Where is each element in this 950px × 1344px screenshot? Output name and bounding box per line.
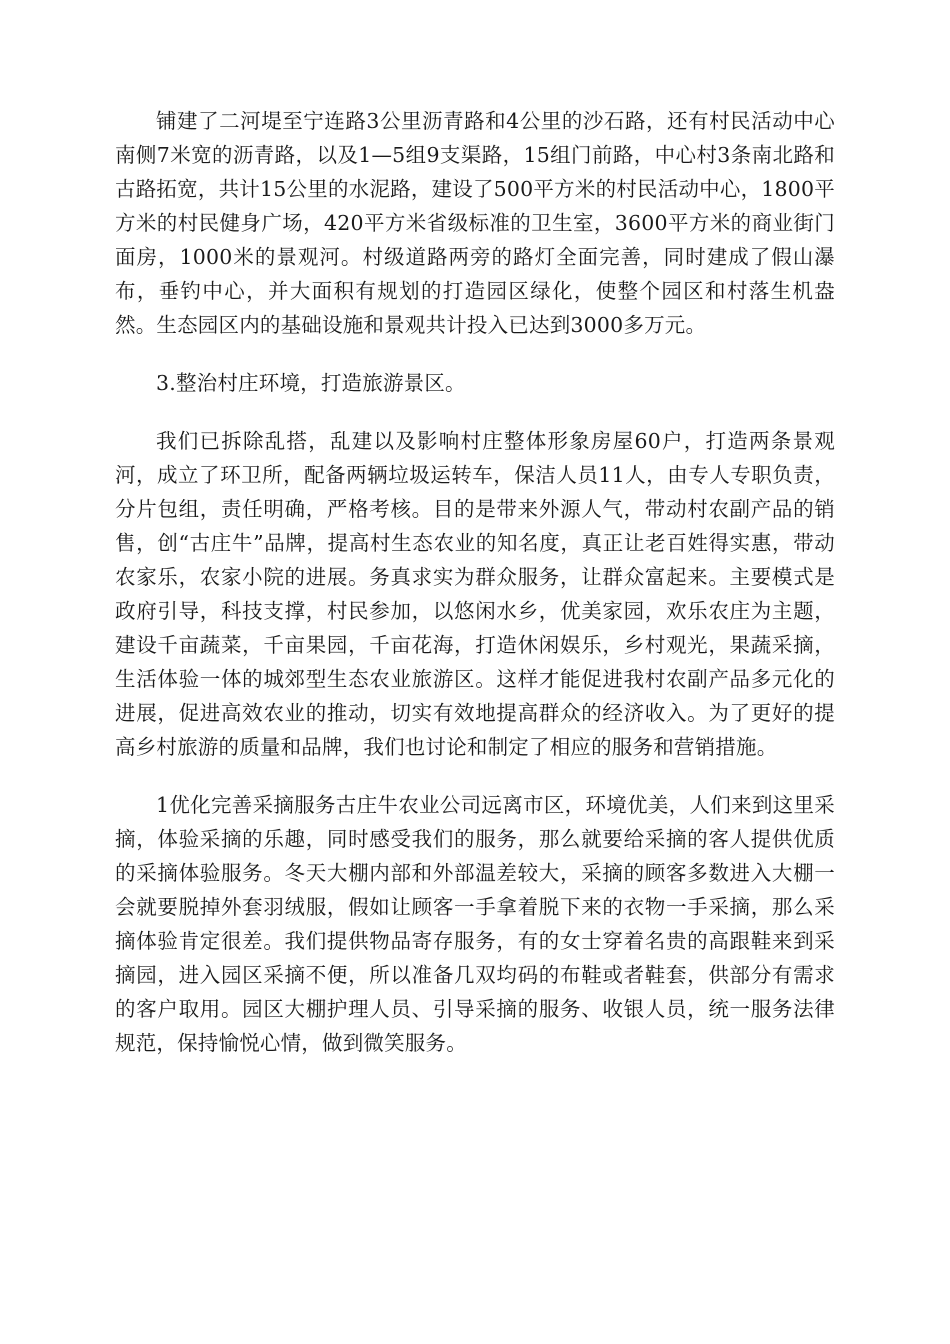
paragraph-infrastructure: 铺建了二河堤至宁连路3公里沥青路和4公里的沙石路，还有村民活动中心南侧7米宽的沥青路，以及1—5组9支渠路，15组门前路，中心村3条南北路和古路拓宽，共计15公里的水泥路，建设了500平方米的村民活动中心，1800平方米的村民健身广场，420平方米省级标准的卫生室，3600平方米的商业街门面房，1000米的景观河。村级道路两旁的路灯全面完善，同时建成了假山瀑布，垂钓中心，并大面积有规划的打造园区绿化，使整个园区和村落生机盎然。生态园区内的基础设施和景观共计投入已达到3000多万元。 <box>115 109 835 337</box>
section-heading-environment: 3.整治村庄环境，打造旅游景区。 <box>156 371 466 395</box>
paragraph-environment: 我们已拆除乱搭，乱建以及影响村庄整体形象房屋60户，打造两条景观河，成立了环卫所，配备两辆垃圾运转车，保洁人员11人，由专人专职负责，分片包组，责任明确，严格考核。目的是带来外源人气，带动村农副产品的销售，创“古庄牛”品牌，提高村生态农业的知名度，真正让老百姓得实惠，带动农家乐，农家小院的进展。务真求实为群众服务，让群众富起来。主要模式是政府引导，科技支撑，村民参加，以悠闲水乡，优美家园，欢乐农庄为主题，建设千亩蔬菜，千亩果园，千亩花海，打造休闲娱乐，乡村观光，果蔬采摘，生活体验一体的城郊型生态农业旅游区。这样才能促进我村农副产品多元化的进展，促进高效农业的推动，切实有效地提高群众的经济收入。为了更好的提高乡村旅游的质量和品牌，我们也讨论和制定了相应的服务和营销措施。 <box>115 429 835 759</box>
document-body <box>115 104 835 1084</box>
paragraph-picking-service: 1优化完善采摘服务古庄牛农业公司远离市区，环境优美，人们来到这里采摘，体验采摘的乐趣，同时感受我们的服务，那么就要给采摘的客人提供优质的采摘体验服务。冬天大棚内部和外部温差较大，采摘的顾客多数进入大棚一会就要脱掉外套羽绒服，假如让顾客一手拿着脱下来的衣物一手采摘，那么采摘体验肯定很差。我们提供物品寄存服务，有的女士穿着名贵的高跟鞋来到采摘园，进入园区采摘不便，所以准备几双均码的布鞋或者鞋套，供部分有需求的客户取用。园区大棚护理人员、引导采摘的服务、收银人员，统一服务法律规范，保持愉悦心情，做到微笑服务。 <box>115 793 835 1055</box>
